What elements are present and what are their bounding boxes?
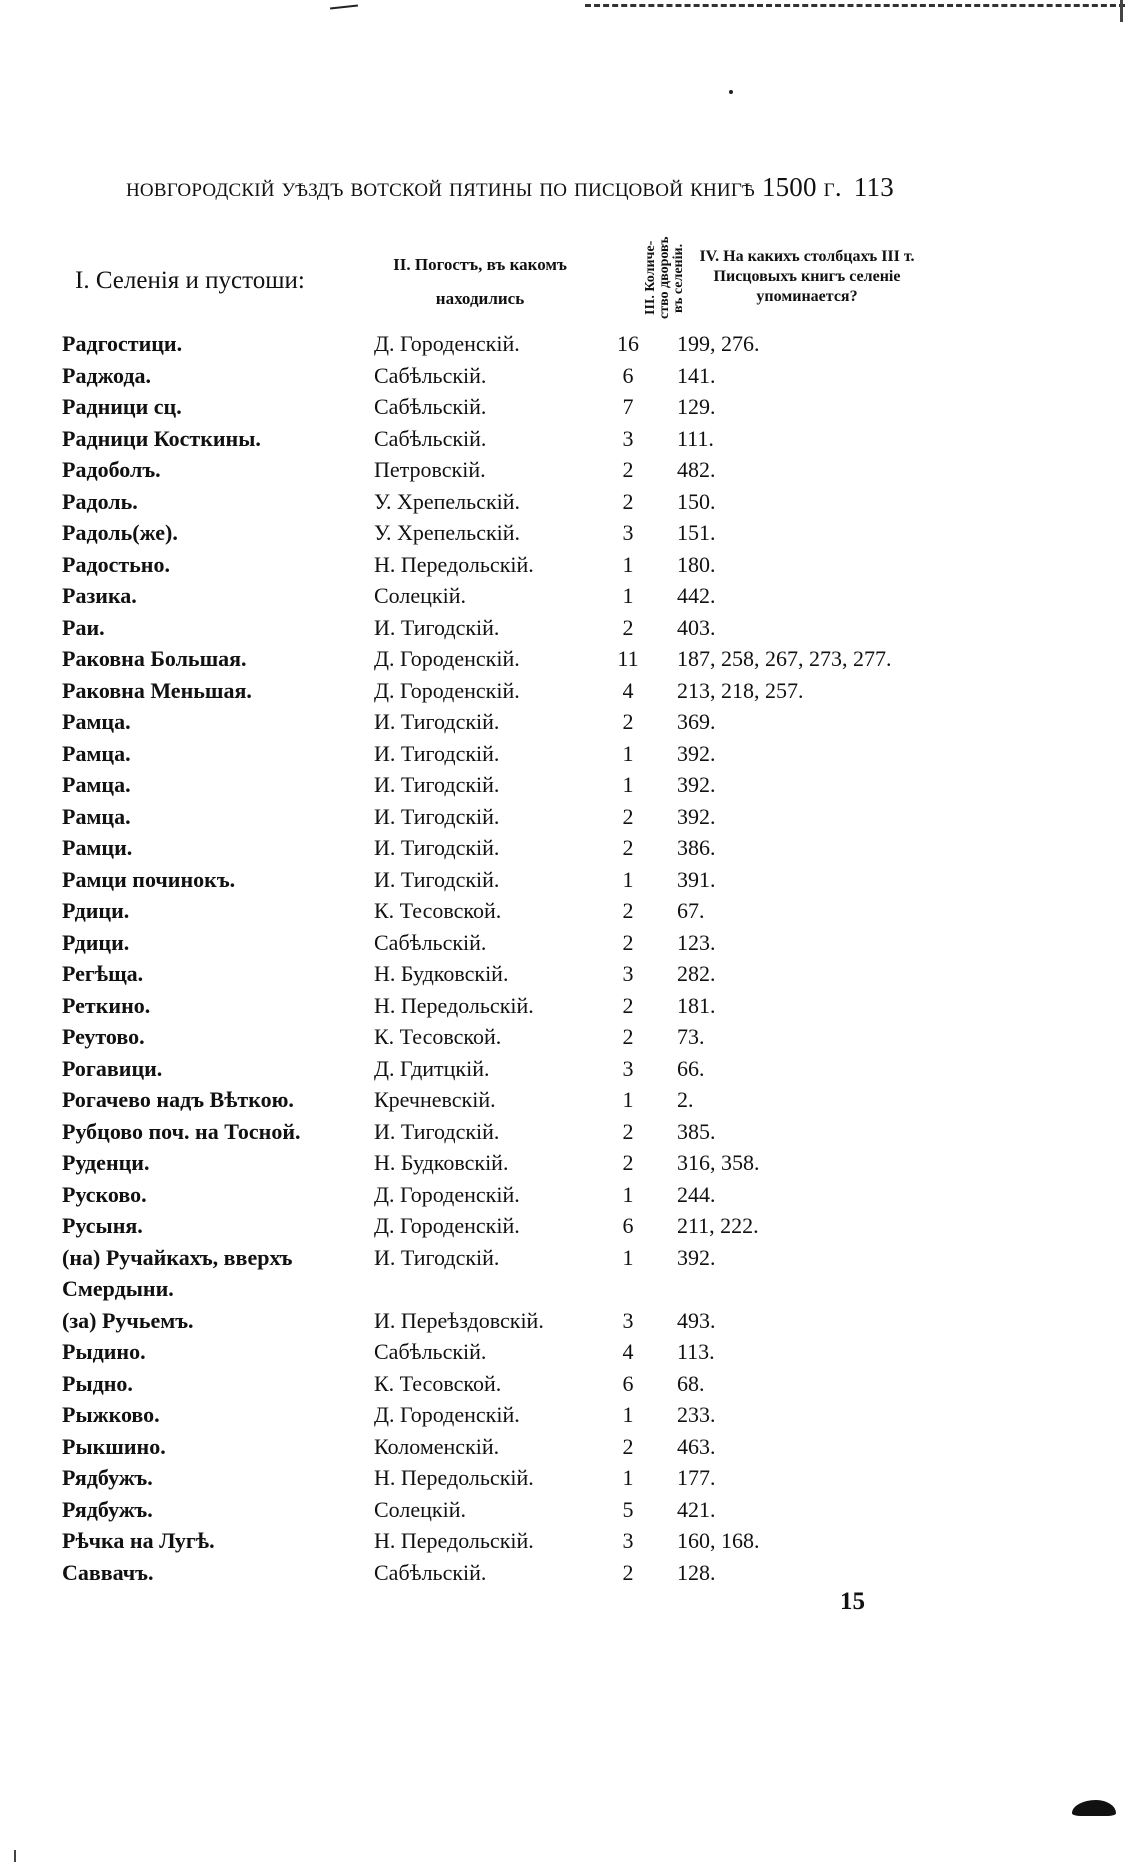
settlement-name: Радостьно. bbox=[62, 551, 170, 577]
settlement-name: Рыкшино. bbox=[62, 1433, 166, 1459]
pogost-name: И. Тигодскій. bbox=[374, 835, 500, 860]
household-count: 6 bbox=[622, 1370, 634, 1396]
table-row bbox=[0, 549, 1140, 581]
table-row bbox=[0, 864, 1140, 896]
book-column-refs: 369. bbox=[677, 709, 716, 734]
settlement-table bbox=[0, 328, 1140, 1588]
settlement-name: Раджода. bbox=[62, 362, 151, 388]
table-row bbox=[0, 643, 1140, 675]
scan-speck bbox=[14, 1850, 16, 1862]
settlement-name: Радници Косткины. bbox=[62, 425, 261, 451]
book-column-refs: 150. bbox=[677, 488, 716, 514]
table-row bbox=[0, 1084, 1140, 1116]
settlement-name: Руденци. bbox=[62, 1150, 150, 1175]
household-count: 2 bbox=[622, 803, 634, 829]
pogost-name: И. Тигодскій. bbox=[374, 866, 500, 892]
scan-speck bbox=[729, 90, 733, 94]
settlement-name: Рыжково. bbox=[62, 1402, 160, 1427]
pogost-name: Н. Будковскій. bbox=[374, 961, 509, 986]
table-row bbox=[0, 958, 1140, 990]
book-column-refs: 128. bbox=[677, 1559, 716, 1585]
household-count: 2 bbox=[622, 709, 634, 734]
settlement-name: Русыня. bbox=[62, 1213, 143, 1238]
settlement-name: Радоболъ. bbox=[62, 457, 161, 482]
pogost-name: Д. Городенскій. bbox=[374, 646, 520, 671]
household-count: 6 bbox=[622, 362, 634, 388]
table-row bbox=[0, 612, 1140, 644]
book-column-refs: 385. bbox=[677, 1118, 716, 1144]
column-header-book-columns: IV. На какихъ столбцахъ III т. Писцовыхъ книгъ селеніе упоминается? bbox=[699, 248, 915, 305]
settlement-name: Радници сц. bbox=[62, 394, 182, 419]
pogost-name: Н. Передольскій. bbox=[374, 1528, 534, 1553]
settlement-name: Раковна Меньшая. bbox=[62, 677, 252, 703]
household-count: 2 bbox=[622, 1118, 634, 1144]
column-header-pogost: II. Погостъ, въ какомъ находились bbox=[393, 255, 567, 308]
pogost-name: И. Тигодскій. bbox=[374, 709, 500, 734]
table-row bbox=[0, 801, 1140, 833]
household-count: 2 bbox=[622, 457, 634, 482]
household-count: 2 bbox=[622, 929, 634, 955]
book-column-refs: 66. bbox=[677, 1055, 705, 1081]
pogost-name: И. Тигодскій. bbox=[374, 1244, 500, 1270]
table-row bbox=[0, 1462, 1140, 1494]
household-count: 1 bbox=[622, 772, 634, 797]
pogost-name: У. Хрепельскій. bbox=[374, 488, 521, 514]
household-count: 11 bbox=[617, 646, 639, 671]
pogost-name: Сабѣльскій. bbox=[374, 1559, 487, 1585]
household-count: 1 bbox=[622, 740, 634, 766]
household-count: 3 bbox=[622, 961, 634, 986]
household-count: 3 bbox=[622, 1528, 634, 1553]
household-count: 5 bbox=[622, 1496, 634, 1522]
table-row bbox=[0, 423, 1140, 455]
settlement-name: Раковна Большая. bbox=[62, 646, 247, 671]
pogost-name: Сабѣльскій. bbox=[374, 1339, 487, 1364]
book-column-refs: 316, 358. bbox=[677, 1150, 760, 1175]
book-column-refs: 392. bbox=[677, 740, 716, 766]
table-row bbox=[0, 675, 1140, 707]
settlement-name: Раи. bbox=[62, 614, 105, 640]
table-row bbox=[0, 990, 1140, 1022]
pogost-name: Сабѣльскій. bbox=[374, 425, 487, 451]
household-count: 3 bbox=[622, 1055, 634, 1081]
household-count: 1 bbox=[622, 1181, 634, 1207]
household-count: 2 bbox=[622, 992, 634, 1018]
signature-mark: 15 bbox=[840, 1588, 865, 1615]
column-header-settlements: I. Селенія и пустоши: bbox=[75, 267, 305, 294]
pogost-name: Н. Передольскій. bbox=[374, 1465, 534, 1490]
table-row bbox=[0, 1399, 1140, 1431]
table-row bbox=[0, 1053, 1140, 1085]
settlement-name: Рамци. bbox=[62, 835, 133, 860]
book-column-refs: 392. bbox=[677, 1244, 716, 1270]
pogost-name: И. Тигодскій. bbox=[374, 1118, 500, 1144]
household-count: 3 bbox=[622, 1307, 634, 1333]
book-column-refs: 392. bbox=[677, 772, 716, 797]
table-row bbox=[0, 1305, 1140, 1337]
table-row bbox=[0, 738, 1140, 770]
pogost-name: Коломенскій. bbox=[374, 1433, 500, 1459]
table-row bbox=[0, 486, 1140, 518]
pogost-name: Солецкій. bbox=[374, 583, 466, 608]
book-column-refs: 211, 222. bbox=[677, 1213, 759, 1238]
settlement-name: Рубцово поч. на Тосной. bbox=[62, 1118, 301, 1144]
table-row bbox=[0, 1431, 1140, 1463]
pogost-name: Д. Городенскій. bbox=[374, 1213, 520, 1238]
settlement-name: Рамца. bbox=[62, 740, 131, 766]
household-count: 2 bbox=[622, 1024, 634, 1049]
pogost-name: Д. Городенскій. bbox=[374, 1181, 520, 1207]
book-column-refs: 73. bbox=[677, 1024, 705, 1049]
table-row bbox=[0, 1179, 1140, 1211]
book-column-refs: 442. bbox=[677, 583, 716, 608]
pogost-name: К. Тесовской. bbox=[374, 898, 502, 923]
household-count: 16 bbox=[617, 331, 639, 356]
table-row bbox=[0, 1525, 1140, 1557]
household-count: 1 bbox=[622, 551, 634, 577]
pogost-name: К. Тесовской. bbox=[374, 1370, 502, 1396]
pogost-name: К. Тесовской. bbox=[374, 1024, 502, 1049]
pogost-name: И. Тигодскій. bbox=[374, 803, 500, 829]
household-count: 2 bbox=[622, 488, 634, 514]
household-count: 3 bbox=[622, 520, 634, 545]
table-row bbox=[0, 1021, 1140, 1053]
book-column-refs: 181. bbox=[677, 992, 716, 1018]
pogost-name: И. Переѣздовскій. bbox=[374, 1307, 544, 1333]
pogost-name: Д. Городенскій. bbox=[374, 677, 520, 703]
book-column-refs: 129. bbox=[677, 394, 716, 419]
pogost-name: У. Хрепельскій. bbox=[374, 520, 521, 545]
book-column-refs: 233. bbox=[677, 1402, 716, 1427]
book-column-refs: 463. bbox=[677, 1433, 716, 1459]
household-count: 2 bbox=[622, 1433, 634, 1459]
running-title: новгородскій уѣздъ вотской пятины по писцовой книгѣ 1500 г. bbox=[126, 172, 842, 202]
pogost-name: Петровскій. bbox=[374, 457, 486, 482]
settlement-name: Реткино. bbox=[62, 992, 151, 1018]
pogost-name: Солецкій. bbox=[374, 1496, 466, 1522]
household-count: 1 bbox=[622, 1465, 634, 1490]
settlement-name: (за) Ручьемъ. bbox=[62, 1307, 194, 1333]
table-row bbox=[0, 1336, 1140, 1368]
scan-artifacts-top bbox=[330, 0, 1130, 14]
household-count: 1 bbox=[622, 1087, 634, 1112]
table-row bbox=[0, 895, 1140, 927]
household-count: 2 bbox=[622, 1559, 634, 1585]
settlement-name: Радоль(же). bbox=[62, 520, 178, 545]
book-column-refs: 493. bbox=[677, 1307, 716, 1333]
table-row bbox=[0, 832, 1140, 864]
settlement-name: Рѣчка на Лугѣ. bbox=[62, 1528, 215, 1553]
settlement-name: Саввачъ. bbox=[62, 1559, 154, 1585]
household-count: 4 bbox=[622, 1339, 634, 1364]
pogost-name: И. Тигодскій. bbox=[374, 614, 500, 640]
settlement-name: Рамца. bbox=[62, 803, 131, 829]
settlement-name: Рдици. bbox=[62, 898, 130, 923]
household-count: 1 bbox=[622, 1402, 634, 1427]
pogost-name: Сабѣльскій. bbox=[374, 929, 487, 955]
book-column-refs: 403. bbox=[677, 614, 716, 640]
settlement-name: Радгостици. bbox=[62, 331, 183, 356]
book-column-refs: 2. bbox=[677, 1087, 694, 1112]
settlement-name: Разика. bbox=[62, 583, 137, 608]
book-column-refs: 111. bbox=[677, 425, 714, 451]
book-column-refs: 421. bbox=[677, 1496, 716, 1522]
household-count: 4 bbox=[622, 677, 634, 703]
table-row bbox=[0, 391, 1140, 423]
settlement-name: Реутово. bbox=[62, 1024, 145, 1049]
pogost-name: Н. Передольскій. bbox=[374, 551, 534, 577]
household-count: 6 bbox=[622, 1213, 634, 1238]
household-count: 2 bbox=[622, 835, 634, 860]
settlement-name: Рогавици. bbox=[62, 1055, 163, 1081]
household-count: 2 bbox=[622, 898, 634, 923]
book-column-refs: 482. bbox=[677, 457, 716, 482]
table-row bbox=[0, 517, 1140, 549]
household-count: 2 bbox=[622, 1150, 634, 1175]
page-number: 113 bbox=[853, 172, 894, 202]
household-count: 7 bbox=[622, 394, 634, 419]
settlement-name: Рогачево надъ Вѣткою. bbox=[62, 1087, 294, 1112]
household-count: 1 bbox=[622, 583, 634, 608]
table-row bbox=[0, 927, 1140, 959]
book-column-refs: 67. bbox=[677, 898, 705, 923]
book-column-refs: 160, 168. bbox=[677, 1528, 760, 1553]
book-column-refs: 213, 218, 257. bbox=[677, 677, 804, 703]
pogost-name: Сабѣльскій. bbox=[374, 362, 487, 388]
settlement-name: Рдици. bbox=[62, 929, 130, 955]
pogost-name: Сабѣльскій. bbox=[374, 394, 487, 419]
table-row bbox=[0, 454, 1140, 486]
book-column-refs: 68. bbox=[677, 1370, 705, 1396]
book-column-refs: 180. bbox=[677, 551, 716, 577]
book-column-refs: 244. bbox=[677, 1181, 716, 1207]
household-count: 3 bbox=[622, 425, 634, 451]
pogost-name: Д. Гдитцкій. bbox=[374, 1055, 490, 1081]
table-row bbox=[0, 1368, 1140, 1400]
book-column-refs: 177. bbox=[677, 1465, 716, 1490]
pogost-name: Н. Будковскій. bbox=[374, 1150, 509, 1175]
pogost-name: Д. Городенскій. bbox=[374, 331, 520, 356]
book-column-refs: 391. bbox=[677, 866, 716, 892]
book-column-refs: 282. bbox=[677, 961, 716, 986]
settlement-name: Регѣща. bbox=[62, 961, 144, 986]
book-column-refs: 151. bbox=[677, 520, 716, 545]
settlement-name: (на) Ручайкахъ, вверхъ Смердыни. bbox=[62, 1244, 293, 1301]
book-column-refs: 123. bbox=[677, 929, 716, 955]
settlement-name: Русково. bbox=[62, 1181, 147, 1207]
running-header bbox=[126, 172, 926, 212]
table-row bbox=[0, 706, 1140, 738]
settlement-name: Рядбужъ. bbox=[62, 1465, 153, 1490]
book-column-refs: 187, 258, 267, 273, 277. bbox=[677, 646, 892, 671]
table-row bbox=[0, 580, 1140, 612]
table-row bbox=[0, 328, 1140, 360]
table-row bbox=[0, 1557, 1140, 1589]
table-row bbox=[0, 1210, 1140, 1242]
pogost-name: И. Тигодскій. bbox=[374, 772, 500, 797]
table-row bbox=[0, 1242, 1140, 1305]
pogost-name: Д. Городенскій. bbox=[374, 1402, 520, 1427]
book-column-refs: 386. bbox=[677, 835, 716, 860]
settlement-name: Рыдно. bbox=[62, 1370, 133, 1396]
table-row bbox=[0, 1494, 1140, 1526]
household-count: 2 bbox=[622, 614, 634, 640]
table-row bbox=[0, 360, 1140, 392]
settlement-name: Рыдино. bbox=[62, 1339, 146, 1364]
household-count: 1 bbox=[622, 866, 634, 892]
pogost-name: Кречневскій. bbox=[374, 1087, 496, 1112]
table-row bbox=[0, 769, 1140, 801]
settlement-name: Рядбужъ. bbox=[62, 1496, 153, 1522]
column-header-households: III. Количе-ство дворовъ въ селеніи. bbox=[643, 236, 686, 320]
settlement-name: Рамца. bbox=[62, 709, 131, 734]
household-count: 1 bbox=[622, 1244, 634, 1270]
book-column-refs: 113. bbox=[677, 1339, 715, 1364]
settlement-name: Рамци починокъ. bbox=[62, 866, 236, 892]
table-row bbox=[0, 1116, 1140, 1148]
book-column-refs: 199, 276. bbox=[677, 331, 760, 356]
table-row bbox=[0, 1147, 1140, 1179]
book-column-refs: 141. bbox=[677, 362, 716, 388]
book-column-refs: 392. bbox=[677, 803, 716, 829]
pogost-name: Н. Передольскій. bbox=[374, 992, 534, 1018]
ink-smudge bbox=[1072, 1800, 1116, 1816]
settlement-name: Рамца. bbox=[62, 772, 131, 797]
settlement-name: Радоль. bbox=[62, 488, 138, 514]
pogost-name: И. Тигодскій. bbox=[374, 740, 500, 766]
